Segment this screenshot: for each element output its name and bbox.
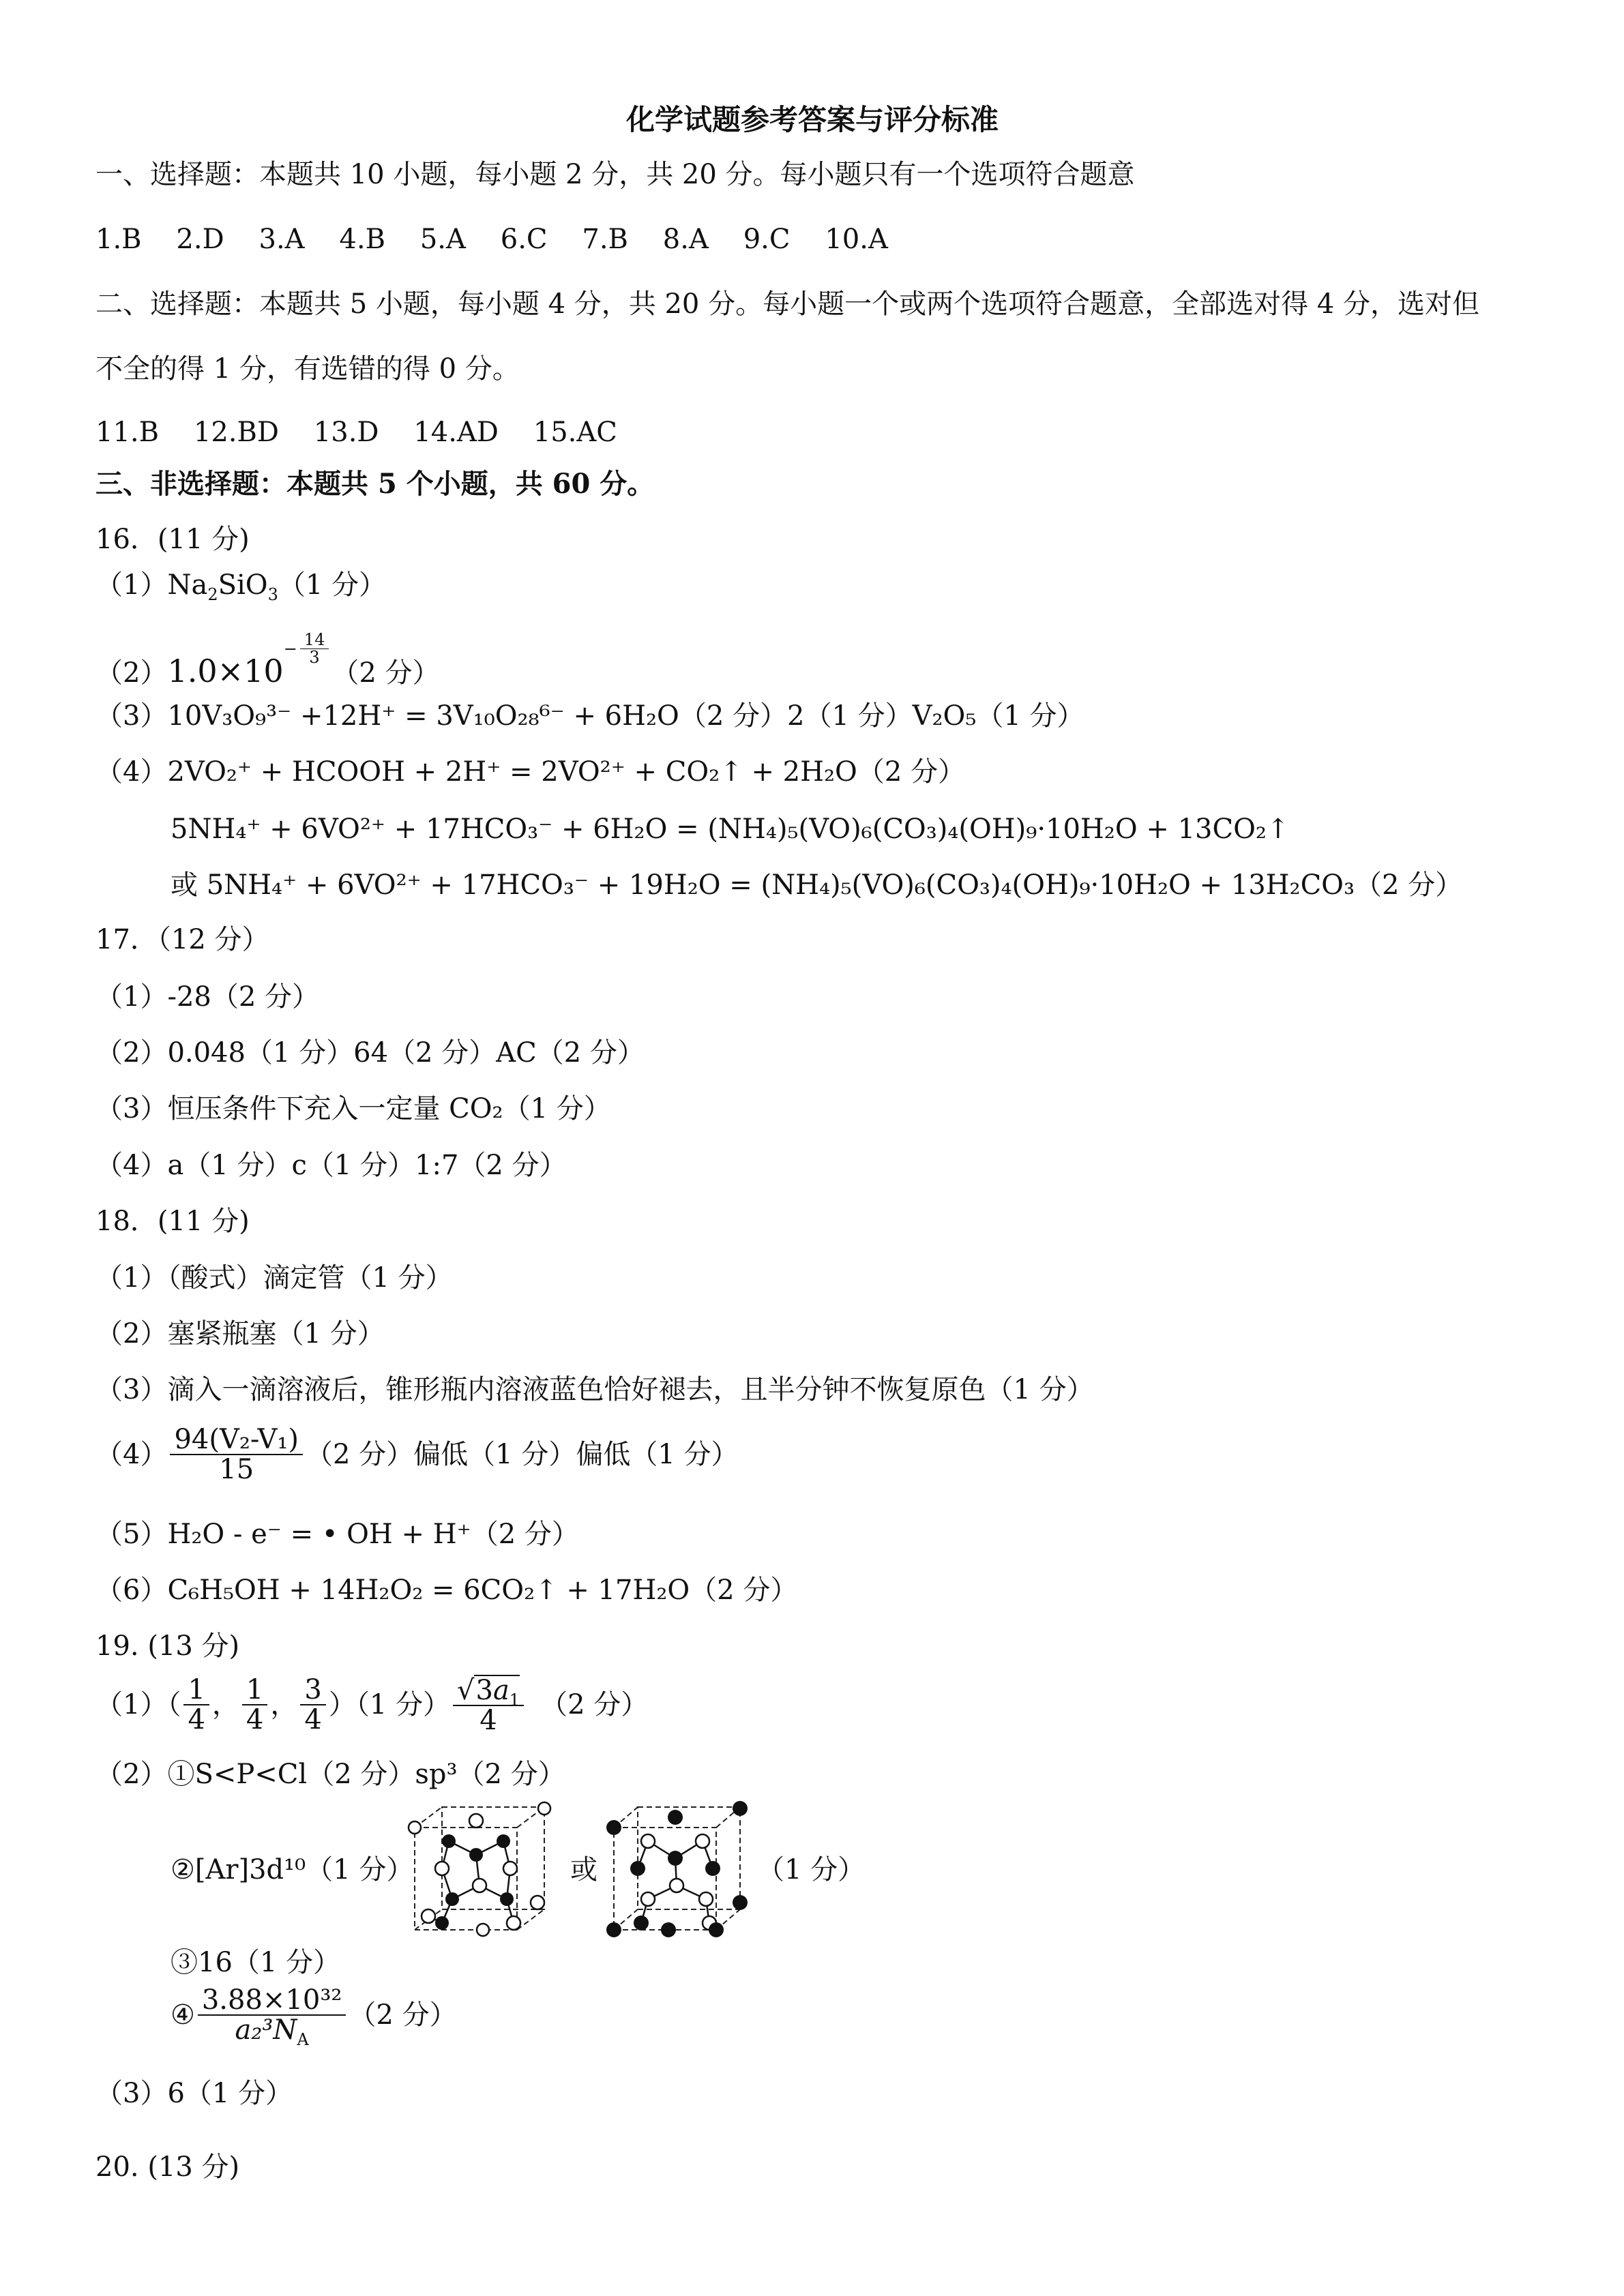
q16-part1-formula-c: SiO <box>218 569 268 601</box>
section2-answers: 11.B 12.BD 13.D 14.AD 15.AC <box>95 417 617 448</box>
section3-heading-a: 三、非选择题：本题共 <box>95 468 378 500</box>
q18-part4-tail: （2 分）偏低（1 分）偏低（1 分） <box>306 1439 739 1470</box>
q16-part3: （3）10V₃O₉³⁻ +12H⁺ = 3V₁₀O₂₈⁶⁻ + 6H₂O（2 分）2（1 分）V₂O₅（1 分） <box>95 700 1084 732</box>
q19-part2-line4 <box>171 1984 457 2049</box>
q17-heading: 17．（12 分） <box>95 924 269 955</box>
q19-part1-open: （ <box>167 1689 181 1720</box>
q19-part1-label: （1） <box>95 1689 168 1720</box>
q16-part2 <box>95 629 440 696</box>
q18-heading: 18．(11 分) <box>95 1206 250 1237</box>
q16-part1 <box>95 567 386 603</box>
q16-part1-formula-b: 2 <box>207 585 218 604</box>
q19-part1-frac2-den: 4 <box>242 1704 267 1734</box>
q16-part1-formula-d: 3 <box>267 585 278 604</box>
section3-heading-b: 个小题，共 <box>396 468 552 500</box>
q19-part2-line4-score: （2 分） <box>349 1999 457 2031</box>
q19-part1-close: ） <box>328 1689 356 1720</box>
section3-heading-num: 5 <box>377 468 397 500</box>
q19-part2-line4-den-main: a₂³N <box>235 2014 297 2046</box>
q19-part1-sqrt-arg <box>474 1675 520 1710</box>
q17-part4: （4）a（1 分）c（1 分）1:7（2 分） <box>95 1150 567 1181</box>
page-title: 化学试题参考答案与评分标准 <box>626 103 999 136</box>
q18-part5: （5）H₂O - e⁻ = • OH + H⁺（2 分） <box>95 1519 579 1550</box>
section3-heading-c: 分。 <box>590 468 655 500</box>
q17-part3: （3）恒压条件下充入一定量 CO₂（1 分） <box>95 1093 611 1124</box>
section1-heading: 一、选择题：本题共 10 小题，每小题 2 分，共 20 分。每小题只有一个选项符合题意 <box>95 159 1135 190</box>
q18-part4 <box>95 1425 739 1484</box>
q19-part1-frac3-num: 3 <box>304 1674 322 1705</box>
q16-part2-exp-sign: − <box>283 639 297 659</box>
q18-part3: （3）滴入一滴溶液后，锥形瓶内溶液蓝色恰好褪去，且半分钟不恢复原色（1 分） <box>95 1374 1094 1405</box>
q16-part1-formula-a: Na <box>167 569 208 601</box>
crystal-structure-figure-1 <box>401 1800 558 1950</box>
q19-part2-line4-den-sub: A <box>297 2030 309 2049</box>
q19-part2-line4-num: 3.88×10³² <box>201 1984 342 2016</box>
q19-part2-line4-label: ④ <box>171 1999 195 2031</box>
q18-part2: （2）塞紧瓶塞（1 分） <box>95 1318 385 1350</box>
q16-part2-score: （2 分） <box>331 657 440 689</box>
q19-heading: 19. (13 分) <box>95 1630 240 1662</box>
q19-part1-frac1-num: 1 <box>188 1674 205 1705</box>
section3-heading-score: 60 <box>552 468 591 500</box>
q18-part4-num: 94(V₂-V₁) <box>174 1424 299 1455</box>
q16-part2-exp-num: 14 <box>304 629 325 649</box>
q19-part2-line2-score: （1 分） <box>757 1854 866 1885</box>
q18-part4-label: （4） <box>95 1439 168 1470</box>
q19-part2-or: 或 <box>570 1854 597 1885</box>
q19-part1-comma1: ， <box>211 1689 239 1720</box>
section2-heading-line2: 不全的得 1 分，有选错的得 0 分。 <box>95 353 520 385</box>
q19-part1-score2: （2 分） <box>540 1689 649 1720</box>
q18-part6: （6）C₆H₅OH + 14H₂O₂ = 6CO₂↑ + 17H₂O（2 分） <box>95 1575 798 1606</box>
q17-part2: （2）0.048（1 分）64（2 分）AC（2 分） <box>95 1037 645 1069</box>
q19-part2-line4-fraction <box>198 1984 346 2049</box>
q19-part1-a: a <box>492 1675 510 1706</box>
q19-part1-sqrt-3: 3 <box>475 1675 493 1706</box>
q20-heading: 20. (13 分) <box>95 2151 240 2183</box>
q16-part2-exp-den: 3 <box>300 648 329 666</box>
q19-part1-frac1 <box>183 1675 209 1734</box>
section2-heading-line1: 二、选择题：本题共 5 小题，每小题 4 分，共 20 分。每小题一个或两个选项符合题意，全部选对得 4 分，选对但 <box>95 288 1479 320</box>
q19-part1-frac1-den: 4 <box>183 1704 209 1734</box>
q19-part1 <box>95 1675 648 1735</box>
q19-part1-frac2 <box>242 1675 267 1734</box>
q16-part4-line3: 或 5NH₄⁺ + 6VO²⁺ + 17HCO₃⁻ + 19H₂O = (NH₄)₅(VO)₆(CO₃)₄(OH)₉·10H₂O + 13H₂CO₃（2 分） <box>171 869 1463 901</box>
q19-part1-a-sub: 1 <box>509 1690 520 1710</box>
q16-part2-label: （2） <box>95 657 168 689</box>
q19-part1-frac2-num: 1 <box>246 1674 264 1705</box>
q19-part2-line4-den <box>198 2014 346 2049</box>
q16-heading: 16．(11 分) <box>95 524 250 555</box>
q19-part1-frac3 <box>300 1675 325 1734</box>
q16-part2-exponent <box>284 630 332 667</box>
q19-part3: （3）6（1 分） <box>95 2078 293 2109</box>
q16-part4-line1: （4）2VO₂⁺ + HCOOH + 2H⁺ = 2VO²⁺ + CO₂↑ + 2H₂O（2 分） <box>95 756 965 788</box>
q18-part4-fraction <box>170 1425 303 1484</box>
q16-part2-base: 1.0×10 <box>167 653 284 689</box>
section1-answers: 1.B 2.D 3.A 4.B 5.A 6.C 7.B 8.A 9.C 10.A <box>95 224 888 255</box>
q19-part1-comma2: ， <box>270 1689 298 1720</box>
q19-part1-frac3-den: 4 <box>300 1704 325 1734</box>
q19-part1-sqrt-num: $√3a_1$ <box>456 1675 520 1710</box>
q19-part1-sqrt-den: 4 <box>453 1705 524 1735</box>
q19-part2-line2: ②[Ar]3d¹⁰（1 分） <box>171 1854 414 1885</box>
q16-part1-label: （1） <box>95 569 168 601</box>
q18-part4-den: 15 <box>170 1454 303 1484</box>
q19-part1-sqrt-frac <box>453 1675 524 1735</box>
q18-part1: （1）（酸式）滴定管（1 分） <box>95 1262 453 1294</box>
q16-part4-line2: 5NH₄⁺ + 6VO²⁺ + 17HCO₃⁻ + 6H₂O = (NH₄)₅(VO)₆(CO₃)₄(OH)₉·10H₂O + 13CO₂↑ <box>171 814 1290 845</box>
crystal-structure-figure-2 <box>600 1800 750 1950</box>
q16-part1-score: （1 分） <box>278 569 387 601</box>
q19-part1-score1: （1 分） <box>355 1689 450 1720</box>
q17-part1: （1）-28（2 分） <box>95 981 320 1013</box>
q16-part2-exp-frac <box>300 631 329 666</box>
section3-heading <box>95 466 654 502</box>
q19-part2-line3: ③16（1 分） <box>171 1947 341 1978</box>
q19-part2-line1: （2）①S<P<Cl（2 分）sp³（2 分） <box>95 1759 565 1790</box>
